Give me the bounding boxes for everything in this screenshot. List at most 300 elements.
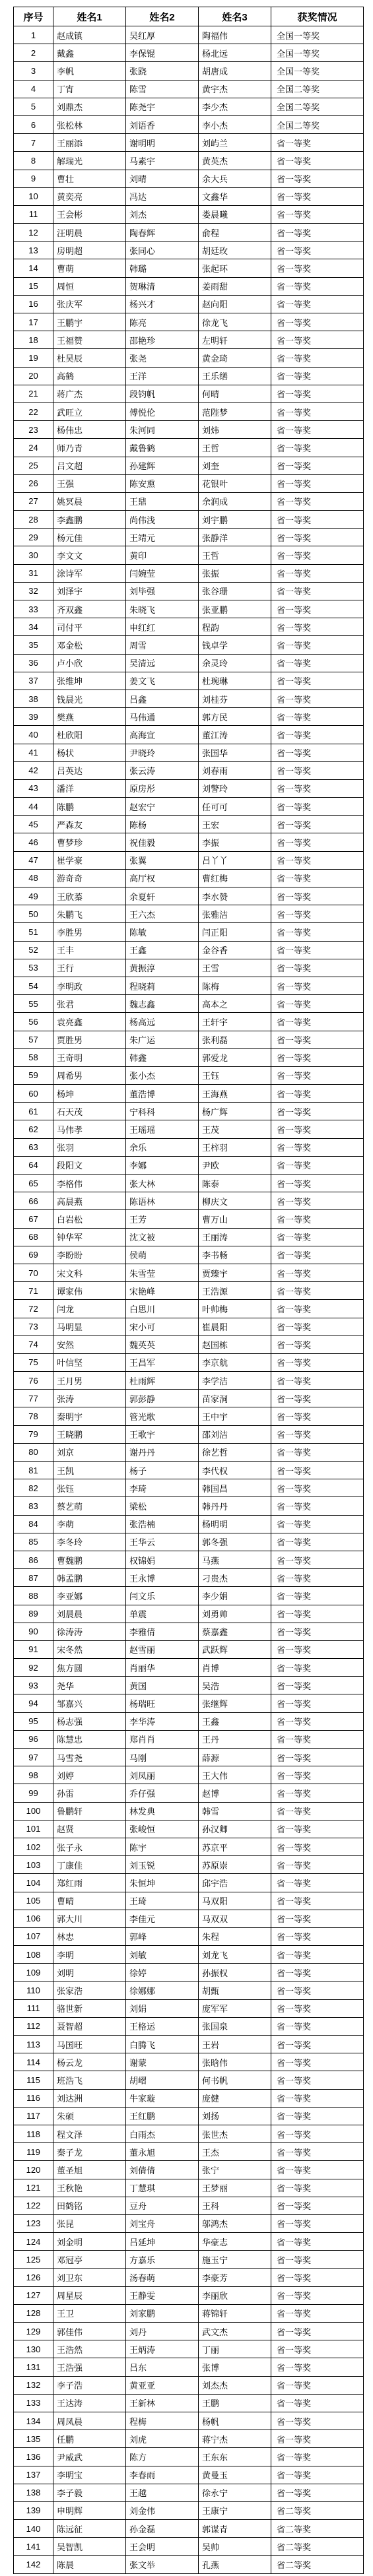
cell-name3: 贾臻宇	[199, 1264, 271, 1281]
cell-award: 省一等奖	[271, 1533, 364, 1551]
table-row	[14, 187, 364, 205]
cell-name3: 吴浩	[199, 1677, 271, 1694]
table-row	[14, 1946, 364, 1964]
cell-award: 省一等奖	[271, 2214, 364, 2232]
header-name2: 姓名2	[126, 7, 199, 26]
cell-name2: 高海宣	[126, 726, 199, 744]
cell-award: 省一等奖	[271, 2430, 364, 2448]
cell-name3: 李水赞	[199, 887, 271, 905]
cell-name1: 周凤晨	[53, 2412, 126, 2430]
cell-award: 省一等奖	[271, 923, 364, 941]
cell-award: 省一等奖	[271, 1981, 364, 1999]
cell-name3: 肖博	[199, 1659, 271, 1677]
table-row	[14, 1694, 364, 1712]
cell-name1: 张家浩	[53, 1981, 126, 1999]
cell-name2: 张翼	[126, 851, 199, 869]
cell-name2: 王鼎	[126, 492, 199, 510]
cell-name2: 陈雪	[126, 80, 199, 98]
cell-award: 全国二等奖	[271, 80, 364, 98]
table-row	[14, 2501, 364, 2519]
cell-award: 省一等奖	[271, 421, 364, 439]
table-row	[14, 1677, 364, 1694]
table-row	[14, 1910, 364, 1927]
table-row	[14, 1175, 364, 1192]
cell-name1: 尧华	[53, 1677, 126, 1694]
cell-name3: 刘桂芬	[199, 690, 271, 707]
cell-name2: 宋艳峰	[126, 1282, 199, 1300]
cell-award: 省一等奖	[271, 851, 364, 869]
cell-name3: 程韵	[199, 618, 271, 636]
cell-name3: 赵向阳	[199, 295, 271, 313]
cell-award: 省一等奖	[271, 1120, 364, 1138]
cell-index: 137	[14, 2466, 53, 2484]
cell-index: 6	[14, 115, 53, 133]
cell-name1: 师乃青	[53, 439, 126, 457]
cell-award: 省一等奖	[271, 2323, 364, 2340]
cell-name3: 王浩源	[199, 1282, 271, 1300]
cell-award: 省一等奖	[271, 1479, 364, 1497]
cell-index: 115	[14, 2071, 53, 2089]
cell-name1: 王行	[53, 959, 126, 977]
cell-name1: 齐双鑫	[53, 600, 126, 618]
table-row	[14, 798, 364, 816]
cell-index: 44	[14, 798, 53, 816]
cell-index: 29	[14, 529, 53, 546]
table-row	[14, 708, 364, 726]
cell-name3: 吴帅	[199, 2538, 271, 2556]
table-row	[14, 152, 364, 170]
cell-index: 101	[14, 1820, 53, 1838]
table-row	[14, 1282, 364, 1300]
cell-name3: 李丽欣	[199, 2286, 271, 2304]
cell-name2: 杜雨辉	[126, 1372, 199, 1390]
cell-name2: 陈宇	[126, 1838, 199, 1855]
cell-index: 40	[14, 726, 53, 744]
cell-name1: 马国旺	[53, 2036, 126, 2053]
table-row	[14, 402, 364, 420]
cell-name3: 华豪志	[199, 2233, 271, 2251]
cell-name3: 姜雨甜	[199, 277, 271, 295]
cell-award: 省一等奖	[271, 1048, 364, 1066]
cell-name1: 刘明	[53, 1964, 126, 1981]
cell-award: 省一等奖	[271, 1103, 364, 1120]
cell-index: 129	[14, 2323, 53, 2340]
table-header	[14, 7, 364, 26]
cell-name2: 单震	[126, 1605, 199, 1623]
table-row	[14, 744, 364, 761]
cell-name1: 焦方圆	[53, 1659, 126, 1677]
table-row	[14, 2125, 364, 2142]
table-row	[14, 1210, 364, 1228]
cell-award: 省一等奖	[271, 2304, 364, 2322]
cell-name3: 庞军军	[199, 1999, 271, 2017]
cell-name1: 叶信坚	[53, 1353, 126, 1371]
header-name1: 姓名1	[53, 7, 126, 26]
cell-name2: 张跷	[126, 62, 199, 80]
cell-index: 119	[14, 2143, 53, 2161]
table-row	[14, 1964, 364, 1981]
cell-name2: 谢明明	[126, 134, 199, 152]
cell-award: 省一等奖	[271, 1802, 364, 1820]
cell-name3: 杜琬琳	[199, 672, 271, 690]
cell-name2: 申红红	[126, 618, 199, 636]
cell-name1: 蔡艺萌	[53, 1497, 126, 1515]
cell-index: 2	[14, 44, 53, 62]
cell-name2: 方嘉乐	[126, 2251, 199, 2269]
cell-index: 5	[14, 98, 53, 115]
cell-award: 省一等奖	[271, 761, 364, 779]
cell-name3: 马燕	[199, 1551, 271, 1568]
cell-index: 141	[14, 2538, 53, 2556]
cell-award: 省一等奖	[271, 1425, 364, 1443]
cell-award: 省一等奖	[271, 187, 364, 205]
table-row	[14, 1640, 364, 1658]
cell-name3: 刘奎	[199, 457, 271, 474]
award-sheet	[13, 7, 363, 2574]
cell-name3: 王哲	[199, 439, 271, 457]
cell-name1: 曹萌	[53, 259, 126, 277]
cell-name3: 邱宇浩	[199, 1874, 271, 1892]
cell-award: 省一等奖	[271, 2107, 364, 2125]
cell-name3: 张宁	[199, 2161, 271, 2179]
cell-index: 98	[14, 1766, 53, 1784]
cell-name3: 陈梅	[199, 977, 271, 994]
cell-name3: 俞程	[199, 224, 271, 242]
cell-index: 103	[14, 1856, 53, 1874]
cell-name2: 吴清远	[126, 654, 199, 672]
cell-award: 省一等奖	[271, 224, 364, 242]
cell-award: 省一等奖	[271, 492, 364, 510]
cell-index: 52	[14, 941, 53, 959]
cell-name3: 孙振权	[199, 1964, 271, 1981]
table-row	[14, 1874, 364, 1892]
cell-name1: 王强	[53, 474, 126, 492]
table-row	[14, 474, 364, 492]
cell-name3: 曹万山	[199, 1210, 271, 1228]
cell-name1: 鲁鹏轩	[53, 1802, 126, 1820]
cell-name1: 秦子龙	[53, 2143, 126, 2161]
table-row	[14, 259, 364, 277]
cell-index: 100	[14, 1802, 53, 1820]
table-row	[14, 600, 364, 618]
cell-award: 省一等奖	[271, 1730, 364, 1748]
cell-name2: 尚伟浅	[126, 511, 199, 529]
cell-index: 67	[14, 1210, 53, 1228]
cell-name2: 姜文飞	[126, 672, 199, 690]
cell-name3: 张继辉	[199, 1694, 271, 1712]
cell-index: 82	[14, 1479, 53, 1497]
cell-index: 76	[14, 1372, 53, 1390]
table-row	[14, 115, 364, 133]
cell-name2: 孙建辉	[126, 457, 199, 474]
cell-name1: 骆世新	[53, 1999, 126, 2017]
cell-award: 省一等奖	[271, 1228, 364, 1246]
cell-name3: 余润成	[199, 492, 271, 510]
cell-index: 109	[14, 1964, 53, 1981]
cell-name3: 郭方民	[199, 708, 271, 726]
cell-name3: 孙汉卿	[199, 1820, 271, 1838]
cell-name3: 张博	[199, 2358, 271, 2376]
cell-award: 省一等奖	[271, 1820, 364, 1838]
cell-name3: 王康宁	[199, 2501, 271, 2519]
cell-name2: 宁科科	[126, 1103, 199, 1120]
cell-name3: 任可可	[199, 798, 271, 816]
cell-name1: 李盼盼	[53, 1246, 126, 1264]
table-row	[14, 636, 364, 654]
table-row	[14, 529, 364, 546]
cell-name3: 吕丫丫	[199, 851, 271, 869]
cell-name3: 李书畅	[199, 1246, 271, 1264]
cell-name1: 刘金明	[53, 2233, 126, 2251]
table-row	[14, 2430, 364, 2448]
cell-name2: 朱晓飞	[126, 600, 199, 618]
cell-name2: 闫文乐	[126, 1587, 199, 1605]
cell-name2: 张文举	[126, 2556, 199, 2573]
cell-name1: 张松林	[53, 115, 126, 133]
cell-name1: 张庆军	[53, 295, 126, 313]
cell-index: 133	[14, 2394, 53, 2412]
cell-name3: 邬鸿杰	[199, 2214, 271, 2232]
cell-name3: 李少娟	[199, 1587, 271, 1605]
cell-name2: 刘宝舟	[126, 2214, 199, 2232]
cell-name3: 余灵玲	[199, 654, 271, 672]
cell-name1: 蒋广杰	[53, 385, 126, 402]
cell-name1: 吕文超	[53, 457, 126, 474]
cell-name2: 吕延坤	[126, 2233, 199, 2251]
table-row	[14, 959, 364, 977]
cell-name1: 王浩然	[53, 2340, 126, 2358]
cell-name1: 王秋艳	[53, 2179, 126, 2197]
cell-name1: 张昆	[53, 2214, 126, 2232]
table-row	[14, 995, 364, 1013]
cell-index: 139	[14, 2501, 53, 2519]
cell-index: 65	[14, 1175, 53, 1192]
cell-name2: 丁慧琪	[126, 2179, 199, 2197]
cell-award: 省一等奖	[271, 816, 364, 833]
cell-index: 34	[14, 618, 53, 636]
cell-name3: 刘警玲	[199, 779, 271, 797]
cell-name3: 马双双	[199, 1910, 271, 1927]
cell-name3: 刘屿兰	[199, 134, 271, 152]
cell-name1: 石天茂	[53, 1103, 126, 1120]
cell-name1: 李明宝	[53, 2466, 126, 2484]
cell-name2: 刘家鹏	[126, 2304, 199, 2322]
table-row	[14, 1551, 364, 1568]
cell-award: 省一等奖	[271, 2197, 364, 2214]
cell-index: 75	[14, 1353, 53, 1371]
cell-name3: 王梓羽	[199, 1138, 271, 1156]
cell-name1: 杨状	[53, 744, 126, 761]
cell-name2: 白雨杰	[126, 2125, 199, 2142]
table-row	[14, 1802, 364, 1820]
cell-index: 107	[14, 1927, 53, 1945]
cell-name1: 王达涛	[53, 2394, 126, 2412]
table-row	[14, 2376, 364, 2394]
cell-index: 54	[14, 977, 53, 994]
cell-name2: 王红鹏	[126, 2107, 199, 2125]
cell-name2: 王昌军	[126, 1353, 199, 1371]
cell-index: 96	[14, 1730, 53, 1748]
cell-name2: 马伟通	[126, 708, 199, 726]
cell-name2: 王芳	[126, 1210, 199, 1228]
cell-index: 19	[14, 349, 53, 367]
cell-index: 124	[14, 2233, 53, 2251]
cell-name1: 田鹤铭	[53, 2197, 126, 2214]
table-row	[14, 1605, 364, 1623]
table-row	[14, 2107, 364, 2125]
cell-name3: 张国泉	[199, 2017, 271, 2035]
cell-award: 省一等奖	[271, 474, 364, 492]
cell-award: 省一等奖	[271, 1587, 364, 1605]
cell-index: 93	[14, 1677, 53, 1694]
cell-name1: 陈鹏	[53, 798, 126, 816]
cell-award: 省一等奖	[271, 1623, 364, 1640]
cell-name3: 张国华	[199, 744, 271, 761]
cell-award: 省一等奖	[271, 529, 364, 546]
cell-award: 省一等奖	[271, 277, 364, 295]
cell-award: 省二等奖	[271, 2538, 364, 2556]
cell-name1: 房明超	[53, 242, 126, 259]
cell-name2: 王六杰	[126, 905, 199, 923]
cell-name3: 左明轩	[199, 331, 271, 349]
cell-name2: 林发典	[126, 1802, 199, 1820]
table-row	[14, 1372, 364, 1390]
table-row	[14, 1390, 364, 1407]
cell-name2: 刘晴	[126, 170, 199, 187]
cell-award: 省一等奖	[271, 2233, 364, 2251]
cell-award: 省一等奖	[271, 654, 364, 672]
table-row	[14, 331, 364, 349]
cell-award: 省一等奖	[271, 331, 364, 349]
cell-name2: 刘凤丽	[126, 1766, 199, 1784]
cell-name1: 曹梦珍	[53, 833, 126, 851]
cell-name1: 郭大川	[53, 1910, 126, 1927]
table-row	[14, 1515, 364, 1533]
cell-name2: 吕东	[126, 2358, 199, 2376]
cell-name3: 高本之	[199, 995, 271, 1013]
cell-award: 省一等奖	[271, 1515, 364, 1533]
cell-name2: 王新林	[126, 2394, 199, 2412]
cell-index: 110	[14, 1981, 53, 1999]
cell-name3: 李小杰	[199, 115, 271, 133]
cell-name1: 潘洋	[53, 779, 126, 797]
cell-index: 39	[14, 708, 53, 726]
cell-name1: 黄奕亮	[53, 187, 126, 205]
cell-name1: 王月男	[53, 1372, 126, 1390]
cell-name1: 李帆	[53, 62, 126, 80]
cell-index: 11	[14, 205, 53, 223]
table-row	[14, 224, 364, 242]
cell-index: 8	[14, 152, 53, 170]
cell-name2: 邵艳珍	[126, 331, 199, 349]
cell-award: 省一等奖	[271, 2466, 364, 2484]
cell-index: 142	[14, 2556, 53, 2573]
table-row	[14, 1749, 364, 1766]
table-row	[14, 2304, 364, 2322]
cell-name2: 李华涛	[126, 1712, 199, 1730]
cell-name1: 李明政	[53, 977, 126, 994]
cell-name3: 黄英杰	[199, 152, 271, 170]
cell-name1: 丁康佳	[53, 1856, 126, 1874]
cell-name1: 段阳文	[53, 1156, 126, 1174]
cell-name1: 王鹏宇	[53, 313, 126, 331]
table-row	[14, 2484, 364, 2501]
cell-award: 省一等奖	[271, 744, 364, 761]
cell-index: 91	[14, 1640, 53, 1658]
cell-name3: 杨明明	[199, 1515, 271, 1533]
cell-name1: 刘达洲	[53, 2089, 126, 2107]
cell-index: 94	[14, 1694, 53, 1712]
cell-name3: 范陛梦	[199, 402, 271, 420]
cell-name3: 蔡嘉鑫	[199, 1623, 271, 1640]
cell-name3: 薛源	[199, 1749, 271, 1766]
cell-index: 10	[14, 187, 53, 205]
cell-name1: 王凯	[53, 1462, 126, 1479]
cell-index: 108	[14, 1946, 53, 1964]
cell-name2: 张浩楠	[126, 1515, 199, 1533]
cell-award: 省一等奖	[271, 1927, 364, 1945]
cell-name2: 刘娟	[126, 1999, 199, 2017]
cell-name2: 董永旭	[126, 2143, 199, 2161]
cell-name1: 刘晨晨	[53, 1605, 126, 1623]
cell-award: 省一等奖	[271, 1677, 364, 1694]
cell-index: 113	[14, 2036, 53, 2053]
cell-name1: 任鹏	[53, 2430, 126, 2448]
cell-name2: 张同心	[126, 242, 199, 259]
cell-index: 53	[14, 959, 53, 977]
cell-name2: 冯达	[126, 187, 199, 205]
cell-name1: 游奇奇	[53, 869, 126, 887]
table-row	[14, 2358, 364, 2376]
cell-index: 83	[14, 1497, 53, 1515]
cell-name1: 赵成镇	[53, 26, 126, 44]
cell-index: 106	[14, 1910, 53, 1927]
table-row	[14, 1443, 364, 1461]
cell-award: 省一等奖	[271, 2484, 364, 2501]
cell-name3: 王雪	[199, 959, 271, 977]
cell-name2: 王炳涛	[126, 2340, 199, 2358]
table-row	[14, 1192, 364, 1210]
cell-name2: 刘金伟	[126, 2501, 199, 2519]
table-row	[14, 1336, 364, 1353]
cell-name3: 张起环	[199, 259, 271, 277]
cell-name2: 余夏轩	[126, 887, 199, 905]
cell-name2: 刘杰	[126, 205, 199, 223]
table-row	[14, 726, 364, 744]
cell-name1: 李亚娜	[53, 1587, 126, 1605]
cell-award: 省一等奖	[271, 546, 364, 564]
cell-name3: 王轩宇	[199, 1013, 271, 1031]
table-row	[14, 2251, 364, 2269]
cell-name1: 李文文	[53, 546, 126, 564]
cell-name2: 赵宏宁	[126, 798, 199, 816]
cell-name2: 王越	[126, 2484, 199, 2501]
award-table	[13, 7, 364, 2574]
cell-index: 3	[14, 62, 53, 80]
cell-index: 81	[14, 1462, 53, 1479]
cell-name1: 张钰	[53, 1479, 126, 1497]
header-index: 序号	[14, 7, 53, 26]
cell-index: 131	[14, 2358, 53, 2376]
cell-index: 64	[14, 1156, 53, 1174]
cell-award: 省一等奖	[271, 1856, 364, 1874]
cell-name1: 丁宵	[53, 80, 126, 98]
table-row	[14, 2143, 364, 2161]
cell-name1: 班浩飞	[53, 2071, 126, 2089]
cell-index: 59	[14, 1066, 53, 1084]
cell-name3: 韩雪	[199, 1802, 271, 1820]
cell-award: 省一等奖	[271, 439, 364, 457]
